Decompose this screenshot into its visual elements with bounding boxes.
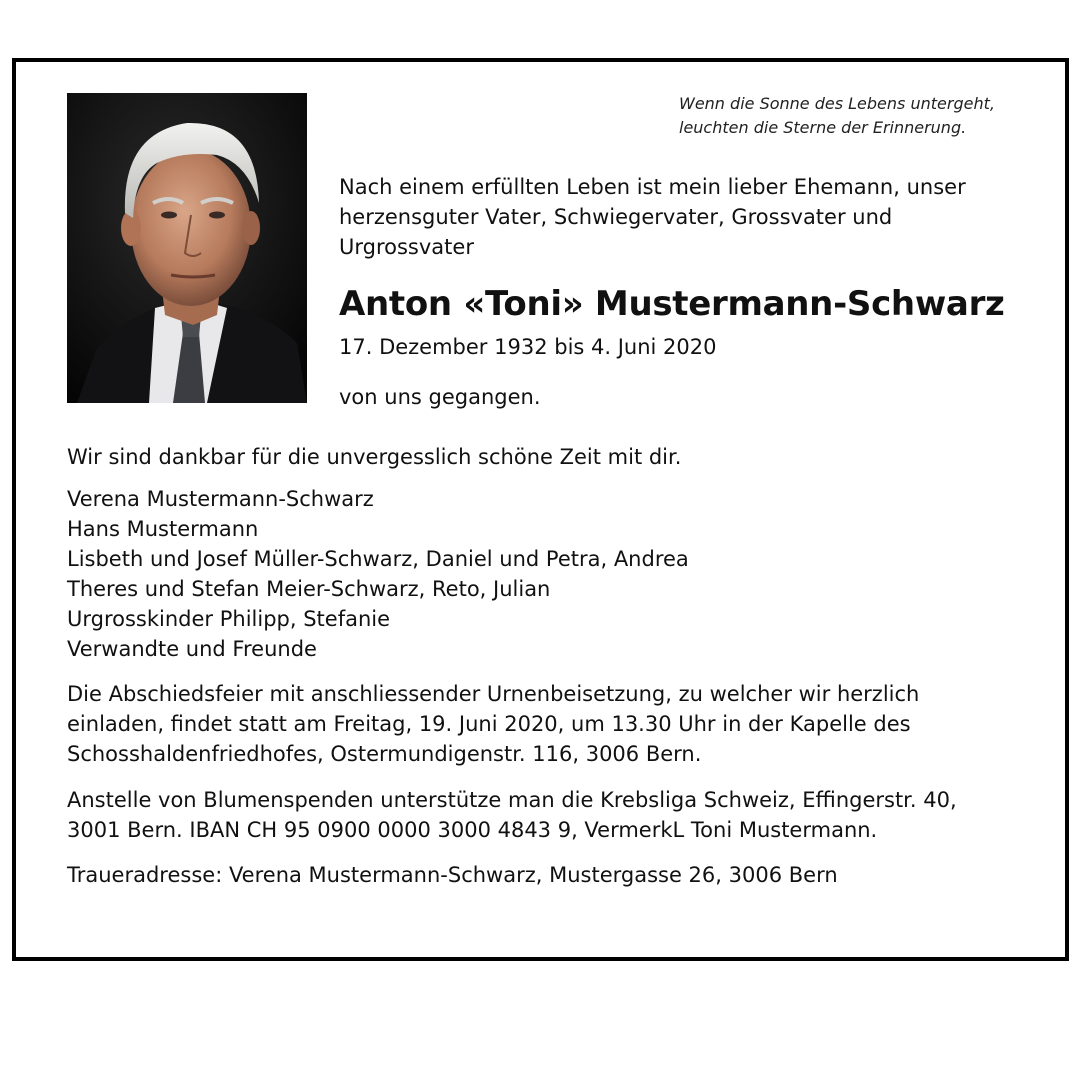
mourner-item: Lisbeth und Josef Müller-Schwarz, Daniel und Petra, Andrea xyxy=(67,547,689,571)
obituary-frame xyxy=(12,58,1069,961)
life-dates: 17. Dezember 1932 bis 4. Juni 2020 xyxy=(339,335,717,359)
motto-line: leuchten die Sterne der Erinnerung. xyxy=(679,118,967,137)
mourners-list xyxy=(67,484,1047,664)
ceremony-line: Schosshaldenfriedhofes, Ostermundigenstr. 116, 3006 Bern. xyxy=(67,742,702,766)
donation-line: 3001 Bern. IBAN CH 95 0900 0000 3000 4843 9, VermerkL Toni Mustermann. xyxy=(67,818,878,842)
thanks-text xyxy=(67,442,1047,472)
portrait-photo xyxy=(67,93,307,403)
deceased-name: Anton «Toni» Mustermann-Schwarz xyxy=(339,284,1005,324)
intro-line: herzensguter Vater, Schwiegervater, Grossvater und xyxy=(339,205,893,229)
ceremony-line: einladen, findet statt am Freitag, 19. Juni 2020, um 13.30 Uhr in der Kapelle des xyxy=(67,712,911,736)
portrait-image xyxy=(67,93,307,403)
intro-line: Urgrossvater xyxy=(339,235,474,259)
intro-text xyxy=(339,172,1039,262)
donation-info xyxy=(67,785,1047,845)
ceremony-line: Die Abschiedsfeier mit anschliessender Urnenbeisetzung, zu welcher wir herzlich xyxy=(67,682,920,706)
mourner-item: Hans Mustermann xyxy=(67,517,259,541)
motto-line: Wenn die Sonne des Lebens untergeht, xyxy=(679,94,995,113)
motto-quote xyxy=(679,92,1049,140)
address-line: Traueradresse: Verena Mustermann-Schwarz, Mustergasse 26, 3006 Bern xyxy=(67,863,838,887)
donation-line: Anstelle von Blumenspenden unterstütze man die Krebsliga Schweiz, Effingerstr. 40, xyxy=(67,788,957,812)
ceremony-info xyxy=(67,679,1047,769)
mourner-item: Theres und Stefan Meier-Schwarz, Reto, Julian xyxy=(67,577,551,601)
intro-line: Nach einem erfüllten Leben ist mein lieber Ehemann, unser xyxy=(339,175,966,199)
mourner-item: Urgrosskinder Philipp, Stefanie xyxy=(67,607,391,631)
mourning-address xyxy=(67,860,1047,890)
gone-text: von uns gegangen. xyxy=(339,385,541,409)
thanks-line: Wir sind dankbar für die unvergesslich schöne Zeit mit dir. xyxy=(67,445,682,469)
mourner-item: Verwandte und Freunde xyxy=(67,637,317,661)
mourner-item: Verena Mustermann-Schwarz xyxy=(67,487,374,511)
